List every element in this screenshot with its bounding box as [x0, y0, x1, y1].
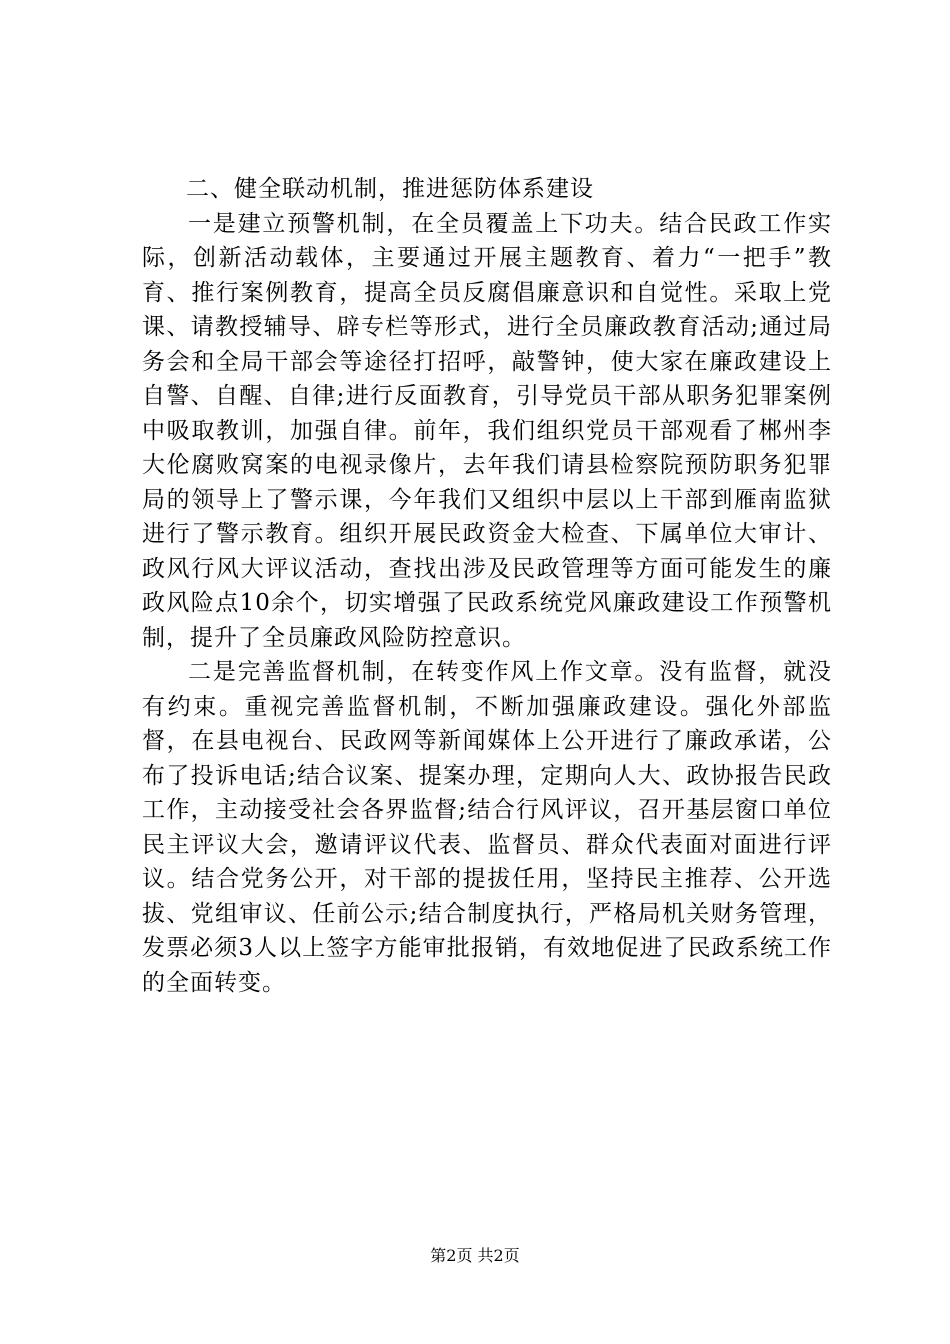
- paragraph-supervision-mechanism: 二是完善监督机制，在转变作风上作文章。没有监督，就没有约束。重视完善监督机制，不断加强廉政建设。强化外部监督，在县电视台、民政网等新闻媒体上公开进行了廉政承诺，公布了投诉电话;结合议案、提案办理，定期向人大、政协报告民政工作，主动接受社会各界监督;结合行风评议，召开基层窗口单位民主评议大会，邀请评议代表、监督员、群众代表面对面进行评议。结合党务公开，对干部的提拔任用，坚持民主推荐、公开选拔、党组审议、任前公示;结合制度执行，严格局机关财务管理，发票必须3人以上签字方能审批报销，有效地促进了民政系统工作的全面转变。: [142, 659, 832, 996]
- page-number-footer: 第2页 共2页: [430, 1246, 520, 1265]
- document-body: [142, 172, 832, 1000]
- section-heading: 二、健全联动机制，推进惩防体系建设: [186, 176, 594, 202]
- paragraph-warning-mechanism: 一是建立预警机制，在全员覆盖上下功夫。结合民政工作实际，创新活动载体，主要通过开展主题教育、着力“一把手”教育、推行案例教育，提高全员反腐倡廉意识和自觉性。采取上党课、请教授辅导、辟专栏等形式，进行全员廉政教育活动;通过局务会和全局干部会等途径打招呼，敲警钟，使大家在廉政建设上自警、自醒、自律;进行反面教育，引导党员干部从职务犯罪案例中吸取教训，加强自律。前年，我们组织党员干部观看了郴州李大伦腐败窝案的电视录像片，去年我们请县检察院预防职务犯罪局的领导上了警示课，今年我们又组织中层以上干部到雁南监狱进行了警示教育。组织开展民政资金大检查、下属单位大审计、政风行风大评议活动，查找出涉及民政管理等方面可能发生的廉政风险点10余个，切实增强了民政系统党风廉政建设工作预警机制，提升了全员廉政风险防控意识。: [142, 210, 832, 651]
